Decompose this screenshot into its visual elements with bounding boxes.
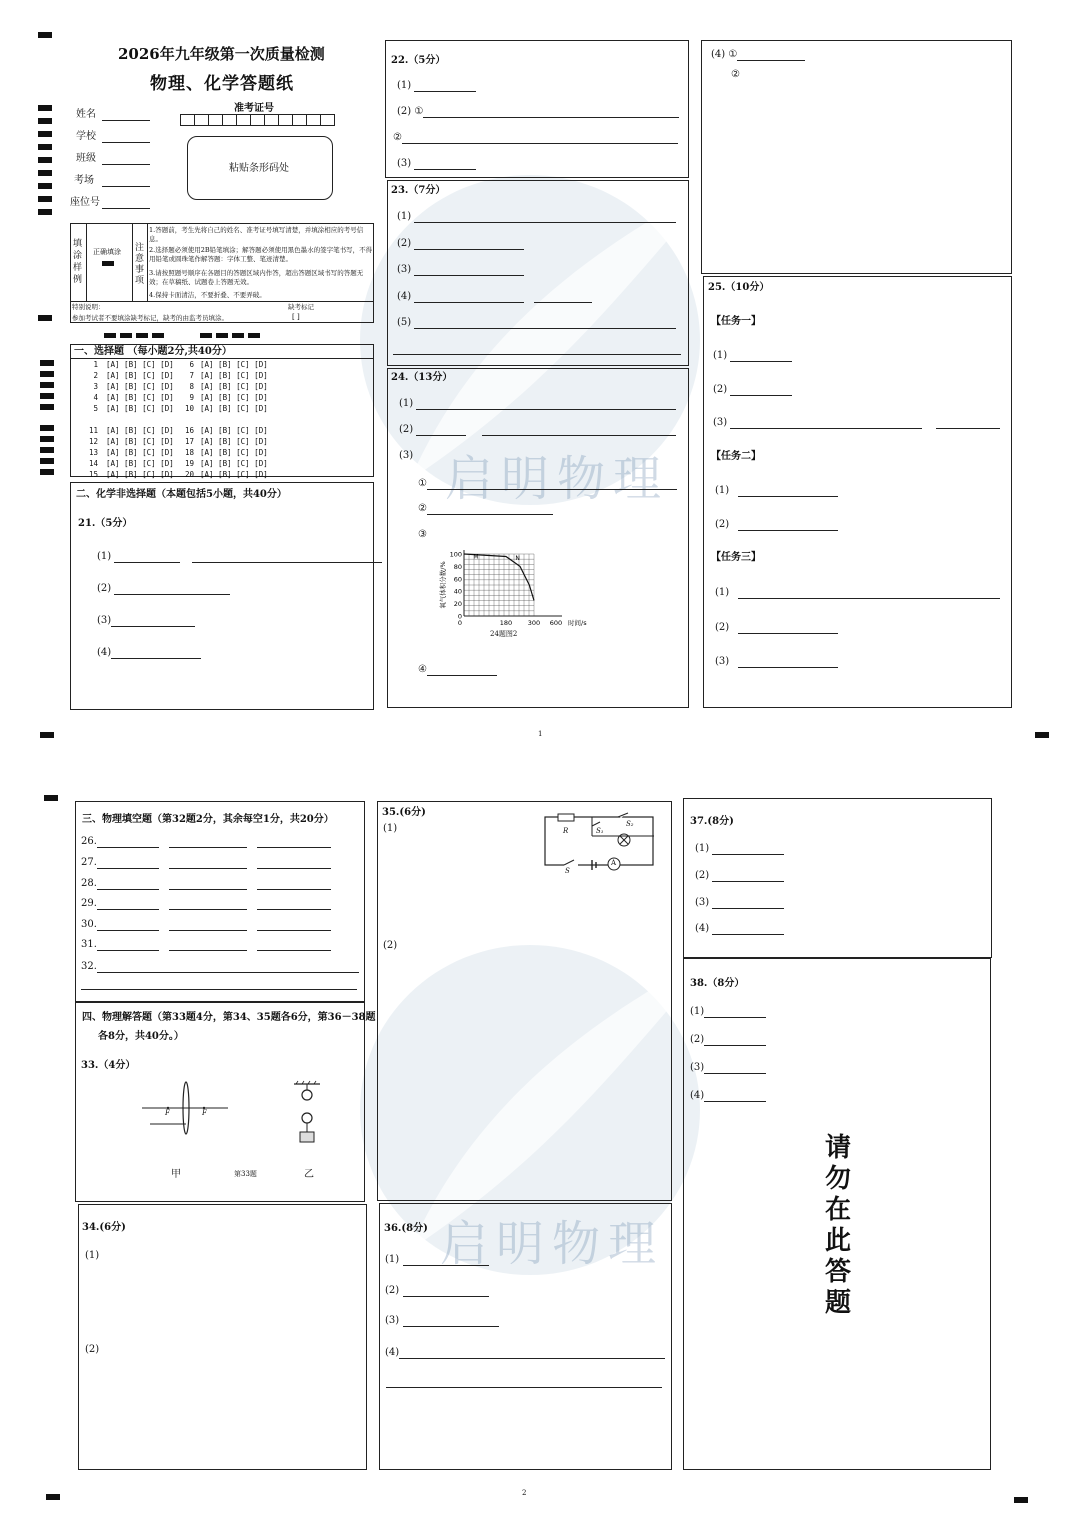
no-answer-notice: [823, 1133, 853, 1319]
fill-example-label: 填涂样例: [73, 239, 83, 285]
choice-number: 4: [93, 393, 98, 402]
notice-divider-v1: [86, 223, 87, 301]
choice-number: 2: [93, 371, 98, 380]
chart-annotation-m: M: [473, 553, 479, 561]
field-seat-input[interactable]: [102, 208, 150, 209]
chart-y-tick-label: 100: [449, 550, 462, 559]
choice-heading: 一、选择题 （每小题2分,共40分）: [74, 346, 232, 357]
q24-item-3a[interactable]: [418, 478, 677, 490]
choice-number: 11: [88, 426, 98, 435]
q24-item-3d[interactable]: [418, 664, 497, 676]
q36-item-3[interactable]: [385, 1315, 499, 1327]
page-number-1: 1: [538, 730, 543, 738]
fill-label: 26.: [81, 836, 97, 847]
q24-title: 24.（13分）: [391, 372, 453, 383]
q33-caption: 第33题: [234, 1170, 257, 1178]
choice-options[interactable]: [A] [B] [C] [D]: [200, 404, 268, 413]
choice-options[interactable]: [A] [B] [C] [D]: [200, 426, 268, 435]
chem-section-box: [70, 482, 374, 710]
timing-mark: [1014, 1497, 1028, 1503]
chem-heading: 二、化学非选择题（本题包括5小题，共40分）: [76, 489, 287, 500]
timing-mark: [40, 425, 54, 431]
ticket-number-label: 准考证号: [234, 103, 274, 114]
fill-label: 30.: [81, 919, 97, 930]
choice-number: 15: [88, 470, 98, 479]
timing-mark: [200, 333, 212, 338]
choice-options[interactable]: [A] [B] [C] [D]: [106, 470, 174, 479]
q38-label-4: (4): [690, 1090, 705, 1101]
q36-label-3: (3): [385, 1315, 400, 1326]
attention-label: 注意事项: [135, 243, 145, 286]
choice-options[interactable]: [A] [B] [C] [D]: [106, 371, 174, 380]
choice-number: 3: [93, 382, 98, 391]
q36-item-4[interactable]: [385, 1347, 665, 1359]
special-label: 特别说明：: [72, 303, 105, 311]
notice-divider-v3: [147, 223, 148, 301]
q24-sub-1: ①: [418, 478, 427, 489]
timing-mark: [40, 404, 54, 410]
timing-mark: [248, 333, 260, 338]
q23-label-3: (3): [397, 264, 412, 275]
q34-title: 34.(6分): [82, 1222, 126, 1233]
timing-mark: [40, 469, 54, 475]
chart-annotation-n: N: [515, 555, 520, 563]
q35-circuit-label-s: S: [565, 867, 570, 875]
choice-options[interactable]: [A] [B] [C] [D]: [106, 360, 174, 369]
q22-title: 22.（5分）: [391, 55, 446, 66]
q24-item-2[interactable]: [399, 424, 676, 436]
q37-label-2: (2): [695, 870, 710, 881]
fill-item[interactable]: [81, 857, 331, 869]
choice-number: 16: [184, 426, 194, 435]
timing-mark: [120, 333, 132, 338]
timing-mark: [40, 371, 54, 377]
q25-t3-item-3[interactable]: [715, 656, 838, 668]
exam-title: 2026年九年级第一次质量检测: [118, 45, 325, 63]
timing-mark: [38, 183, 52, 189]
notice-rule-2: 2.选择题必须使用2B铅笔填涂；解答题必须使用黑色墨水的签字笔书写，不得用铅笔或圆珠笔作解答题：字体工整、笔迹清楚。: [149, 246, 373, 263]
q23-label-4: (4): [397, 291, 412, 302]
absent-mark-label: 缺考标记: [288, 303, 314, 311]
q38-label-1: (1): [690, 1006, 705, 1017]
q25-task1: 【任务一】: [711, 316, 761, 327]
page-number-2: 2: [522, 1489, 527, 1497]
choice-options[interactable]: [A] [B] [C] [D]: [106, 426, 174, 435]
q25-t3-item-2[interactable]: [715, 622, 838, 634]
timing-mark: [46, 1494, 60, 1500]
timing-mark: [38, 105, 52, 111]
q38-label-2: (2): [690, 1034, 705, 1045]
fill-label: 31.: [81, 939, 97, 950]
q23-label-5: (5): [397, 317, 412, 328]
q25-t2-item-1[interactable]: [715, 485, 838, 497]
choice-number: 12: [88, 437, 98, 446]
no-answer-char: 勿: [824, 1164, 851, 1194]
q23-item-5[interactable]: [397, 317, 676, 329]
timing-mark: [232, 333, 244, 338]
q33-pulley-diagram: [290, 1080, 324, 1150]
q24-sub-2: ②: [418, 503, 427, 514]
choice-options[interactable]: [A] [B] [C] [D]: [106, 393, 174, 402]
physics-solve-heading-2: 各8分，共40分。）: [98, 1031, 184, 1042]
chart-origin-label: 0: [457, 619, 462, 627]
q25-q4-label-1: (4) ①: [711, 49, 738, 60]
q37-item-2[interactable]: [695, 870, 784, 882]
fill-item[interactable]: [81, 836, 331, 848]
choice-number: 8: [189, 382, 194, 391]
q25-q4-label-2: ②: [731, 69, 740, 80]
choice-number: 18: [184, 448, 194, 457]
q25-t1-item-1[interactable]: [713, 350, 792, 362]
q21-title: 21.（5分）: [78, 518, 133, 529]
q36-extra-line[interactable]: [386, 1387, 662, 1388]
q25-t2-label-1: (1): [715, 485, 730, 496]
fill-label: 28.: [81, 878, 97, 889]
timing-mark: [136, 333, 148, 338]
q25-title: 25.（10分）: [708, 282, 770, 293]
choice-options[interactable]: [A] [B] [C] [D]: [200, 393, 268, 402]
timing-mark: [38, 170, 52, 176]
choice-options[interactable]: [A] [B] [C] [D]: [106, 404, 174, 413]
timing-mark: [40, 382, 54, 388]
fill-label: 29.: [81, 898, 97, 909]
q23-item-1[interactable]: [397, 211, 676, 223]
q24-chart: [438, 548, 587, 640]
q23-title: 23.（7分）: [391, 185, 446, 196]
physics-fill-heading: 三、物理填空题（第32题2分，其余每空1分，共20分）: [82, 814, 334, 825]
q22-item-1[interactable]: [397, 80, 476, 92]
timing-mark: [38, 196, 52, 202]
q35-circuit-label-a: A: [611, 859, 617, 867]
q24-box: [387, 368, 689, 708]
field-class-input[interactable]: [102, 164, 150, 165]
q25-t2-item-2[interactable]: [715, 519, 838, 531]
choice-number: 1: [93, 360, 98, 369]
q38-item-3[interactable]: [690, 1062, 766, 1074]
field-class-label: 班级: [76, 153, 96, 164]
correct-fill-label: 正确填涂: [93, 248, 121, 256]
q21-item-4[interactable]: [97, 647, 201, 659]
chart-y-tick-label: 40: [453, 587, 462, 596]
choice-number: 14: [88, 459, 98, 468]
q21-item-1[interactable]: [97, 551, 382, 563]
field-room-input[interactable]: [102, 186, 150, 187]
q25-t1-label-2: (2): [713, 384, 728, 395]
paper-title: 物理、化学答题纸: [150, 74, 294, 94]
chart-x-tick-label: 180: [499, 619, 513, 627]
timing-mark: [38, 144, 52, 150]
q24-item-1[interactable]: [399, 398, 676, 410]
fill-label: 27.: [81, 857, 97, 868]
choice-options[interactable]: [A] [B] [C] [D]: [200, 448, 268, 457]
q38-item-4[interactable]: [690, 1090, 766, 1102]
q25-t3-label-2: (2): [715, 622, 730, 633]
q23-item-3[interactable]: [397, 264, 524, 276]
q33-focus-right: F: [202, 1109, 207, 1117]
choice-options[interactable]: [A] [B] [C] [D]: [200, 437, 268, 446]
ticket-number-grid[interactable]: [180, 114, 340, 126]
timing-mark: [40, 732, 54, 738]
timing-mark: [40, 393, 54, 399]
q24-sub-4: ④: [418, 664, 427, 675]
q22-item-2[interactable]: [397, 106, 679, 118]
timing-mark: [38, 157, 52, 163]
q25-t3-item-1[interactable]: [715, 587, 1000, 599]
timing-mark: [38, 315, 52, 321]
chart-y-tick-label: 0: [457, 612, 462, 621]
timing-mark: [216, 333, 228, 338]
absent-mark-box[interactable]: [ ]: [292, 313, 300, 321]
q36-item-2[interactable]: [385, 1285, 489, 1297]
chart-x-tick-label: 300: [527, 619, 541, 627]
q23-label-2: (2): [397, 238, 412, 249]
q33-label-a: 甲: [171, 1169, 181, 1180]
q37-title: 37.(8分): [690, 816, 734, 827]
timing-mark: [1035, 732, 1049, 738]
notice-rule-1: 1.答题前，考生先将自己的姓名、准考证号填写清楚，并填涂相应的考号信息。: [149, 226, 364, 243]
q36-title: 36.(8分): [384, 1223, 428, 1234]
q22-label-3: ②: [393, 132, 402, 143]
q21-label-2: (2): [97, 583, 112, 594]
field-school-input[interactable]: [102, 142, 150, 143]
timing-mark: [38, 118, 52, 124]
q25-t2-label-2: (2): [715, 519, 730, 530]
q35-label-2: (2): [383, 940, 398, 951]
choice-number: 9: [189, 393, 194, 402]
q36-label-4: (4): [385, 1347, 400, 1358]
q35-circuit-diagram: [544, 816, 656, 876]
choice-number: 6: [189, 360, 194, 369]
q22-label-2: (2) ①: [397, 106, 424, 117]
q25-task3: 【任务三】: [711, 552, 761, 563]
chart-y-tick-label: 80: [453, 562, 462, 571]
fill-item[interactable]: [81, 939, 331, 951]
choice-heading-divider: [70, 358, 374, 359]
q38-label-3: (3): [690, 1062, 705, 1073]
q38-item-1[interactable]: [690, 1006, 766, 1018]
timing-mark: [152, 333, 164, 338]
field-room-label: 考场: [74, 175, 94, 186]
physics-solve-heading-1: 四、物理解答题（第33题4分，第34、35题各6分，第36－38题: [82, 1012, 376, 1023]
choice-number: 13: [88, 448, 98, 457]
q24-label-2: (2): [399, 424, 414, 435]
notice-rule-3: 3.请按照题号顺序在各题目的答题区域内作答，超出答题区域书写的答题无效；在草稿纸、试题卷上答题无效。: [149, 269, 364, 286]
q24-chart-caption: 24题图2: [490, 630, 518, 638]
q25-t1-label-1: (1): [713, 350, 728, 361]
choice-options[interactable]: [A] [B] [C] [D]: [200, 459, 268, 468]
timing-mark: [38, 131, 52, 137]
q25-t3-label-3: (3): [715, 656, 730, 667]
no-answer-char: 请: [824, 1133, 851, 1163]
fill-item[interactable]: [81, 898, 331, 910]
q22-item-3[interactable]: [393, 132, 678, 144]
no-answer-char: 题: [824, 1288, 851, 1318]
choice-number: 17: [184, 437, 194, 446]
no-answer-char: 在: [824, 1195, 851, 1225]
q36-label-1: (1): [385, 1254, 400, 1265]
q25-task2: 【任务二】: [711, 451, 761, 462]
q34-box: [78, 1204, 367, 1470]
q24-label-1: (1): [399, 398, 414, 409]
barcode-label: 粘贴条形码处: [229, 163, 289, 174]
chart-x-tick-label: 600: [549, 619, 563, 627]
watermark-text-bottom: 启明物理: [440, 1216, 665, 1272]
q34-label-2: (2): [85, 1344, 100, 1355]
q37-item-4[interactable]: [695, 923, 784, 935]
fill-32-extra-line[interactable]: [81, 989, 357, 990]
q23-item-2[interactable]: [397, 238, 524, 250]
choice-number: 5: [93, 404, 98, 413]
q21-item-2[interactable]: [97, 583, 230, 595]
q24-label-3: (3): [399, 450, 414, 461]
q35-circuit-label-s2: S₂: [626, 820, 634, 828]
choice-options[interactable]: [A] [B] [C] [D]: [200, 360, 268, 369]
choice-options[interactable]: [A] [B] [C] [D]: [106, 448, 174, 457]
q33-focus-left: F: [165, 1109, 170, 1117]
choice-options[interactable]: [A] [B] [C] [D]: [200, 382, 268, 391]
choice-options[interactable]: [A] [B] [C] [D]: [106, 382, 174, 391]
timing-mark: [38, 209, 52, 215]
choice-number: 7: [189, 371, 194, 380]
q38-item-2[interactable]: [690, 1034, 766, 1046]
q37-label-1: (1): [695, 843, 710, 854]
correct-fill-sample: [102, 261, 114, 266]
chart-y-tick-label: 60: [453, 575, 462, 584]
q35-label-1: (1): [383, 823, 398, 834]
field-seat-label: 座位号: [70, 197, 100, 208]
choice-number: 19: [184, 459, 194, 468]
q25-t3-label-1: (1): [715, 587, 730, 598]
field-name-input[interactable]: [102, 120, 150, 121]
q24-item-3b[interactable]: [418, 503, 553, 515]
q24-sub-3: ③: [418, 529, 427, 540]
q37-item-3[interactable]: [695, 897, 784, 909]
q22-item-4[interactable]: [397, 158, 476, 170]
q36-box: [379, 1203, 672, 1470]
q21-label-3: (3): [97, 615, 112, 626]
q25-t1-item-2[interactable]: [713, 384, 792, 396]
q38-title: 38.（8分）: [690, 978, 745, 989]
choice-options[interactable]: [A] [B] [C] [D]: [200, 371, 268, 380]
q33-lens-diagram: [140, 1080, 230, 1140]
q37-item-1[interactable]: [695, 843, 784, 855]
q33-title: 33.（4分）: [81, 1060, 136, 1071]
fill-item[interactable]: [81, 878, 331, 890]
choice-number: 10: [184, 404, 194, 413]
fill-item-32[interactable]: [81, 961, 359, 973]
timing-mark: [40, 436, 54, 442]
field-name-label: 姓名: [76, 109, 96, 120]
q37-label-4: (4): [695, 923, 710, 934]
fill-item[interactable]: [81, 919, 331, 931]
chart-x-axis-label: 时间/s: [568, 619, 587, 627]
timing-mark: [40, 458, 54, 464]
timing-mark: [104, 333, 116, 338]
choice-options[interactable]: [A] [B] [C] [D]: [200, 470, 268, 479]
q35-circuit-label-r: R: [563, 827, 569, 835]
q22-label-4: (3): [397, 158, 412, 169]
timing-mark: [40, 360, 54, 366]
special-text: 参加考试者不要填涂缺考标记，缺考的由监考员填涂。: [72, 314, 228, 322]
fill-label-32: 32.: [81, 961, 97, 972]
q22-label-1: (1): [397, 80, 412, 91]
q21-label-4: (4): [97, 647, 112, 658]
q25-continue-box: [701, 40, 1012, 274]
no-answer-char: 此: [824, 1226, 851, 1256]
q25-t1-item-3[interactable]: [713, 417, 1000, 429]
chart-y-tick-label: 20: [453, 600, 462, 609]
q21-item-3[interactable]: [97, 615, 195, 627]
timing-mark: [40, 447, 54, 453]
no-answer-char: 答: [824, 1257, 851, 1287]
q36-item-1[interactable]: [385, 1254, 489, 1266]
chart-y-axis-label: 氧气体积分数/%: [439, 561, 447, 609]
notice-rule-4: 4.保持卡面清洁，不要折叠、不要弄破。: [149, 291, 266, 299]
choice-options[interactable]: [A] [B] [C] [D]: [106, 459, 174, 468]
q36-label-2: (2): [385, 1285, 400, 1296]
q33-label-b: 乙: [304, 1169, 314, 1180]
q23-extra-line[interactable]: [393, 354, 681, 355]
timing-mark: [38, 32, 52, 38]
q35-title: 35.(6分): [382, 807, 426, 818]
q37-label-3: (3): [695, 897, 710, 908]
q25-q4-item-1[interactable]: [711, 49, 805, 61]
watermark-text-top: 启明物理: [445, 451, 670, 507]
choice-number: 20: [184, 470, 194, 479]
field-school-label: 学校: [76, 131, 96, 142]
q34-label-1: (1): [85, 1250, 100, 1261]
choice-options[interactable]: [A] [B] [C] [D]: [106, 437, 174, 446]
q21-label-1: (1): [97, 551, 112, 562]
q23-label-1: (1): [397, 211, 412, 222]
q23-item-4[interactable]: [397, 291, 592, 303]
q25-t1-label-3: (3): [713, 417, 728, 428]
notice-divider-h: [70, 301, 374, 302]
timing-mark: [44, 795, 58, 801]
q35-circuit-label-s1: S₁: [596, 827, 604, 835]
notice-divider-v2: [132, 223, 133, 301]
